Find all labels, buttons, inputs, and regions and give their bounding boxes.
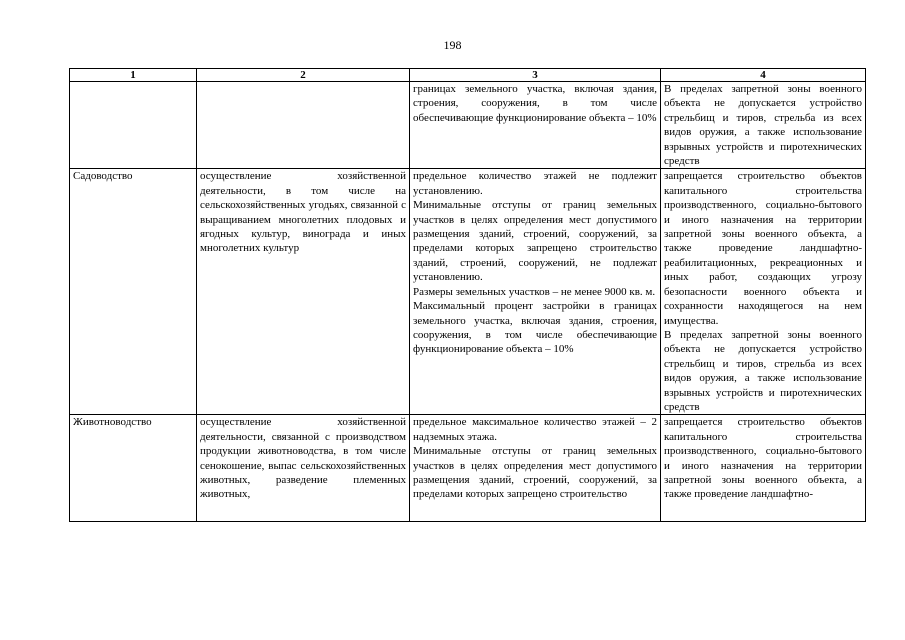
row3-description-text: осуществление хозяйственной деятельности, связанной с производством продукции животноводства, в том числе сенокошение, выпас сельскохозяйственных животных, разведение племенных животных, <box>200 416 406 501</box>
row3-param-wrap <box>413 415 657 501</box>
header-col-4: 4 <box>661 69 866 82</box>
row3-param-floors: предельное максимальное количество этажей – 2 надземных этажа. <box>413 416 657 443</box>
row1-parameters: границах земельного участка, включая здания, строения, сооружения, в том числе обеспечивающие функционирование объекта – 10% <box>410 82 661 169</box>
table-row <box>70 82 866 169</box>
header-col-2: 2 <box>197 69 410 82</box>
table-row <box>70 415 866 522</box>
row1-restrictions: В пределах запретной зоны военного объекта не допускается устройство стрельбищ и тиров, стрельба из всех видов оружия, а также использование взрывных устройств и пиротехнических средств <box>661 82 866 169</box>
row1-use-type <box>70 82 197 169</box>
row2-param-floors: предельное количество этажей не подлежит установлению. <box>413 170 657 197</box>
row2-restriction-shooting: В пределах запретной зоны военного объекта не допускается устройство стрельбищ и тиров, стрельба из всех видов оружия, а также использование взрывных устройств и пиротехнических средств <box>664 328 862 413</box>
table-header-row <box>70 69 866 82</box>
page-number: 198 <box>443 38 462 52</box>
row1-description <box>197 82 410 169</box>
row3-parameters <box>410 415 661 522</box>
row2-restrictions <box>661 169 866 415</box>
regulations-table <box>69 68 866 522</box>
row2-restriction-construction: запрещается строительство объектов капитального строительства производственного, социально-бытового и иного назначения на территории запретной зоны военного объекта, а также проведение ландшафтно-реабилитационных, рекреационных и иных работ, создающих угрозу безопасности военного объекта и сохранности находящегося на нем имущества. <box>664 170 862 327</box>
row2-description: осуществление хозяйственной деятельности, в том числе на сельскохозяйственных угодьях, связанной с выращиванием многолетних плодовых и ягодных культур, винограда и иных многолетних культур <box>197 169 410 415</box>
row3-description <box>197 415 410 522</box>
row3-use-type <box>70 415 197 522</box>
row3-restrictions <box>661 415 866 522</box>
row3-use-type-text: Животноводство <box>73 416 152 429</box>
row2-param-setbacks: Минимальные отступы от границ земельных участков в целях определения мест допустимого размещения зданий, строений, сооружений, за пределами которых запрещено строительство зданий, строений, сооружений, не подлежат установлению. <box>413 199 657 284</box>
row2-use-type: Садоводство <box>70 169 197 415</box>
row3-param-setbacks: Минимальные отступы от границ земельных участков в целях определения мест допустимого размещения зданий, строений, сооружений, за пределами которых запрещено строительство <box>413 445 657 501</box>
header-col-3: 3 <box>410 69 661 82</box>
header-col-1: 1 <box>70 69 197 82</box>
row2-param-coverage: Максимальный процент застройки в границах земельного участка, включая здания, строения, сооружения, в том числе обеспечивающие функционирование объекта – 10% <box>413 300 657 356</box>
row2-parameters <box>410 169 661 415</box>
row2-param-plot-size: Размеры земельных участков – не менее 9000 кв. м. <box>413 285 656 298</box>
table-row <box>70 169 866 415</box>
row3-restrictions-text: запрещается строительство объектов капитального строительства производственного, социально-бытового и иного назначения на территории запретной зоны военного объекта, а также проведение ландшафтно- <box>664 416 862 501</box>
